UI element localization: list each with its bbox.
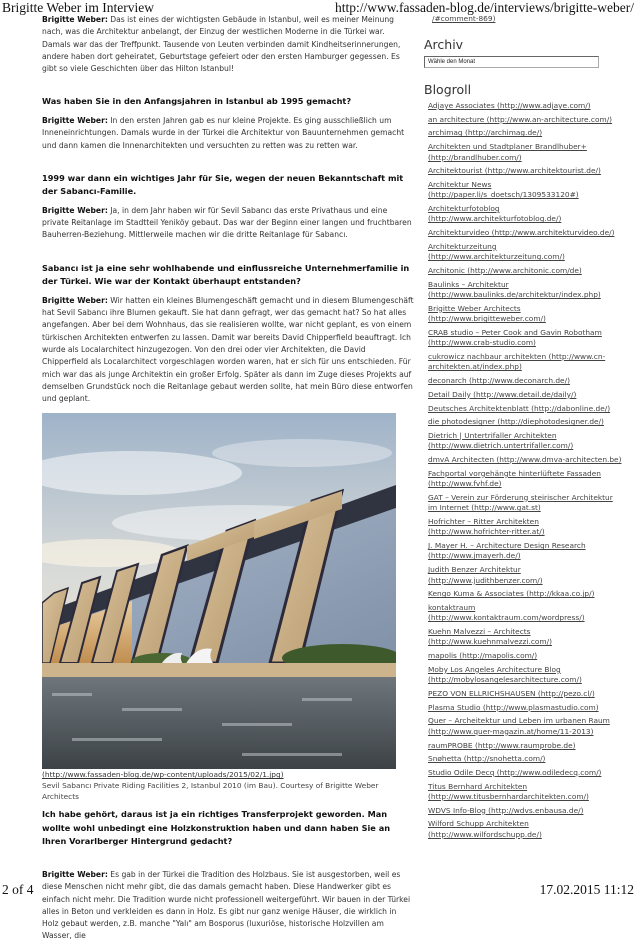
blogroll-link[interactable]: Titus Bernhard Architekten (http://www.titusbernhardarchitekten.com/) <box>428 781 589 802</box>
answer-paragraph <box>42 295 414 406</box>
blogroll-list <box>424 101 624 840</box>
blogroll-link[interactable]: an architecture (http://www.an-architecture.com/) <box>428 114 613 124</box>
blogroll-link[interactable]: raumPROBE (http://www.raumprobe.de) <box>428 740 576 750</box>
blogroll-item <box>424 517 624 538</box>
blogroll-item <box>424 716 624 737</box>
answer-text: Es gab in der Türkei die Tradition des Holzbaus. Sie ist ausgestorben, weil es diese Menschen nicht mehr gibt, die das damals gemacht haben. Diese Handwerker gibt es einfach nicht mehr. Die Tradition wurde nicht professionell weitergeführt. Wir bauen in der Türkei alles in Beton und verkleiden es dann in Holz. Es gibt nur ganz wenige Häuser, die wirklich in Holz gebaut werden, z.B. manche "Yalı" am Bosporus (luxuriöse, historische Holzvillen am Wasser, die <box>42 869 411 941</box>
blogroll-item <box>424 431 624 452</box>
archive-month-select[interactable]: Wähle den Monat <box>424 56 599 68</box>
blogroll-item <box>424 128 624 138</box>
answer-text: In den ersten Jahren gab es nur kleine Projekte. Es ging ausschließlich um Inneneinrichtungen. Damals wurde in der Türkei die Architektur von Bauunternehmen gemacht und dann kamen die Innenarchitekten und versuchten zu retten was zu retten war. <box>42 115 405 150</box>
print-header-title: Brigitte Weber im Interview <box>2 0 154 15</box>
speaker-label: Brigitte Weber: <box>42 15 108 24</box>
blogroll-item <box>424 404 624 414</box>
blogroll-link[interactable]: Hofrichter – Ritter Architekten (http://www.hofrichter-ritter.at/) <box>428 516 545 537</box>
blogroll-link[interactable]: die photodesigner (http://diephotodesigner.de/) <box>428 417 604 427</box>
blogroll-link[interactable]: archimag (http://archimag.de/) <box>428 128 543 138</box>
blogroll-link[interactable]: Moby Los Angeles Architecture Blog (http://mobylosangelesarchitecture.com/) <box>428 664 582 685</box>
blogroll-link[interactable]: WDVS Info-Blog (http://wdvs.enbausa.de/) <box>428 805 584 815</box>
blogroll-item <box>424 376 624 386</box>
blogroll-item <box>424 280 624 301</box>
blogroll-item <box>424 768 624 778</box>
blogroll-item <box>424 304 624 325</box>
blogroll-link[interactable]: GAT – Verein zur Förderung steirischer Architektur im Internet (http://www.gat.st) <box>428 492 613 513</box>
riding-facility-rendering <box>42 413 396 769</box>
answer-paragraph <box>42 14 414 75</box>
blogroll-link[interactable]: Architonic (http://www.architonic.com/de) <box>428 265 582 275</box>
answer-paragraph <box>42 205 414 242</box>
blogroll-link[interactable]: deconarch (http://www.deconarch.de/) <box>428 376 570 386</box>
blogroll-link[interactable]: cukrowicz nachbaur architekten (http://www.cn-architekten.at/index.php) <box>428 351 606 372</box>
blogroll-item <box>424 180 624 201</box>
question-heading: 1999 war dann ein wichtiges Jahr für Sie, wegen der neuen Bekanntschaft mit der Sabancı-Familie. <box>42 172 404 197</box>
deck <box>42 663 396 677</box>
answer-text: Wir hatten ein kleines Blumengeschäft gemacht und in diesem Blumengeschäft hat Sevil Sabancı ihre Blumen gekauft. Sie hat dann gefragt, wer das gemacht hat? So hat alles angefangen. Aber bei dem Wohnhaus, das sie realisieren wollte, war nicht geplant, es von einem türkischen Architekten entwerfen zu lassen. Damit war bereits David Chipperfield beauftragt. Ich wurde als Localarchitect hinzugezogen. Von den drei oder vier Architekten, die David Chipperfield als Localarchitect vorgeschlagen worden waren, hat er sich für uns entschieden. Für mich war das als junge Architektin ein großer Erfolg. Später als dann im Zuge dieses Projekts auf demselben Grundstück noch die Reitanlage gebaut werden sollte, hat mein Büro diese entworfen und geplant. <box>42 295 414 404</box>
blogroll-item <box>424 228 624 238</box>
blogroll-link[interactable]: Deutsches Architektenblatt (http://dabonline.de/) <box>428 403 611 413</box>
blogroll-item <box>424 589 624 599</box>
blogroll-item <box>424 703 624 713</box>
blogroll-item <box>424 101 624 111</box>
blogroll-link[interactable]: Snøhetta (http://snohetta.com/) <box>428 754 546 764</box>
archive-heading: Archiv <box>424 37 464 52</box>
blogroll-link[interactable]: Brigitte Weber Architects (http://www.brigitteweber.com/) <box>428 303 546 324</box>
blogroll-link[interactable]: Wilford Schupp Architekten (http://www.wilfordschupp.de/) <box>428 819 542 839</box>
blogroll-link[interactable]: Architekten und Stadtplaner Brandlhuber+ (http://brandlhuber.com/) <box>428 142 587 162</box>
blogroll-link[interactable]: Detail Daily (http://www.detail.de/daily/) <box>428 389 577 399</box>
blogroll-item <box>424 754 624 764</box>
comment-link[interactable]: /#comment-869) <box>432 14 496 23</box>
blogroll-item <box>424 541 624 562</box>
blogroll-item <box>424 565 624 586</box>
article-body <box>42 14 414 943</box>
article-photo[interactable] <box>42 413 396 769</box>
blogroll-link[interactable]: Baulinks – Architektur (http://www.baulinks.de/architektur/index.php) <box>428 279 601 300</box>
answer-text: Das ist eines der wichtigsten Gebäude in Istanbul, weil es meiner Meinung nach, was die Architektur anbelangt, der Einzug der westlichen Moderne in die Türkei war. Damals war das der Treffpunkt. Tausende von Leuten verbinden damit Kindheitserinnerungen, andere haben dort geheiratet, Geburtstage gefeiert oder den ersten Hamburger gegessen. Es gibt so viele Geschichten über das Hilton Istanbul! <box>42 15 401 74</box>
blogroll-item <box>424 242 624 263</box>
blogroll-item <box>424 493 624 514</box>
blogroll-item <box>424 390 624 400</box>
question-heading: Was haben Sie in den Anfangsjahren in Istanbul ab 1995 gemacht? <box>42 96 352 107</box>
blogroll-item <box>424 651 624 661</box>
blogroll-item <box>424 204 624 225</box>
blogroll-link[interactable]: Architektur News (http://paper.li/s_doetsch/1309533120#) <box>428 179 579 200</box>
blogroll-link[interactable]: kontaktraum (http://www.kontaktraum.com/wordpress/) <box>428 602 585 623</box>
question-heading: Sabancı ist ja eine sehr wohlhabende und einflussreiche Unternehmerfamilie in der Türkei. Wie war der Kontakt überhaupt entstanden? <box>42 262 410 287</box>
blogroll-heading: Blogroll <box>424 82 472 97</box>
blogroll-item <box>424 469 624 490</box>
blogroll-item <box>424 689 624 699</box>
blogroll-link[interactable]: dmvA Architecten (http://www.dmva-architecten.be) <box>428 455 622 465</box>
blogroll-item <box>424 115 624 125</box>
blogroll-link[interactable]: Kuehn Malvezzi – Architects (http://www.kuehnmalvezzi.com/) <box>428 627 553 647</box>
blogroll-item <box>424 417 624 427</box>
blogroll-item <box>424 603 624 624</box>
blogroll-item <box>424 328 624 349</box>
blogroll-link[interactable]: mapolis (http://mapolis.com/) <box>428 651 538 661</box>
blogroll-link[interactable]: Architekturfotoblog (http://www.architekturfotoblog.de/) <box>428 204 562 224</box>
blogroll-link[interactable]: Quer – Archeitektur und Leben im urbanen Raum (http://www.quer-magazin.at/home/11-2013) <box>428 716 610 736</box>
blogroll-item <box>424 352 624 373</box>
blogroll-link[interactable]: Architekturvideo (http://www.architekturvideo.de/) <box>428 228 615 238</box>
speaker-label: Brigitte Weber: <box>42 295 108 305</box>
pool <box>42 677 396 769</box>
blogroll-link[interactable]: Studio Odile Decq (http://www.odiledecq.com/) <box>428 767 602 777</box>
print-footer-datetime: 17.02.2015 11:12 <box>539 882 634 897</box>
blogroll-item <box>424 455 624 465</box>
speaker-label: Brigitte Weber: <box>42 115 108 125</box>
blogroll-item <box>424 266 624 276</box>
print-footer-page: 2 of 4 <box>2 882 34 897</box>
blogroll-link[interactable]: Architektourist (http://www.architektourist.de/) <box>428 166 601 176</box>
question-heading: Ich habe gehört, daraus ist ja ein richtiges Transferprojekt geworden. Man wollte wohl unbedingt eine Holzkonstruktion haben und dann haben Sie an Ihren Vorarlberger Hintergrund gedacht? <box>42 809 391 847</box>
blogroll-item <box>424 142 624 163</box>
image-url-link[interactable]: (http://www.fassaden-blog.de/wp-content/uploads/2015/02/1.jpg) <box>42 770 284 780</box>
blogroll-link[interactable]: Fachportal vorgehängte hinterlüftete Fassaden (http://www.fvhf.de) <box>428 468 601 489</box>
blogroll-link[interactable]: Architekturzeitung (http://www.architekturzeitung.com/) <box>428 241 565 262</box>
blogroll-item <box>424 819 624 840</box>
image-caption: Sevil Sabancı Private Riding Facilities 2, Istanbul 2010 (im Bau). Courtesy of Brigitte Weber Architects <box>42 781 379 802</box>
answer-paragraph <box>42 115 414 152</box>
blogroll-link[interactable]: CRAB studio – Peter Cook and Gavin Robotham (http://www.crab-studio.com) <box>428 327 602 348</box>
blogroll-link[interactable]: Adjaye Associates (http://www.adjaye.com/) <box>428 101 591 110</box>
sidebar <box>424 14 624 844</box>
answer-text: Ja, in dem Jahr haben wir für Sevil Sabancı das erste Privathaus und eine private Reitanlage im Stadtteil Yeniköy gebaut. Das war der Beginn einer langen und fruchtbaren Bauherren-Beziehung. Mittlerweile machen wir die dritte Reitanlage für Sabancı. <box>42 205 412 240</box>
blogroll-link[interactable]: Kengo Kuma & Associates (http://kkaa.co.jp/) <box>428 589 595 599</box>
blogroll-item <box>424 166 624 176</box>
blogroll-link[interactable]: Dietrich | Untertrifaller Architekten (http://www.dietrich.untertrifaller.com/) <box>428 430 574 451</box>
blogroll-item <box>424 665 624 686</box>
answer-paragraph <box>42 869 414 943</box>
blogroll-item <box>424 806 624 816</box>
blogroll-item <box>424 627 624 648</box>
speaker-label: Brigitte Weber: <box>42 205 108 215</box>
blogroll-link[interactable]: PEZO VON ELLRICHSHAUSEN (http://pezo.cl/) <box>428 689 595 698</box>
speaker-label: Brigitte Weber: <box>42 869 108 879</box>
blogroll-item <box>424 741 624 751</box>
blogroll-link[interactable]: Judith Benzer Architektur (http://www.judithbenzer.com/) <box>428 565 543 585</box>
print-header-url: http://www.fassaden-blog.de/interviews/brigitte-weber/ <box>334 0 634 15</box>
blogroll-link[interactable]: J. Mayer H. – Architecture Design Research (http://www.jmayerh.de/) <box>428 541 586 561</box>
blogroll-item <box>424 782 624 803</box>
blogroll-link[interactable]: Plasma Studio (http://www.plasmastudio.com) <box>428 702 599 712</box>
